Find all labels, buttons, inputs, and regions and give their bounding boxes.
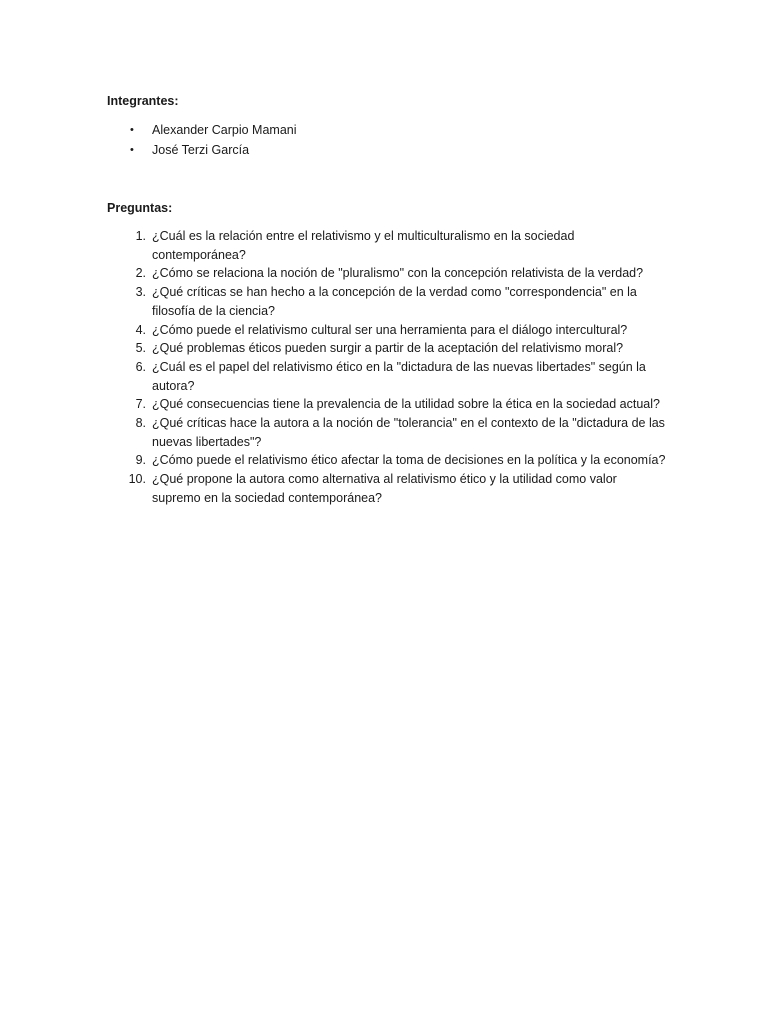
question-text: ¿Qué propone la autora como alternativa al relativismo ético y la utilidad como valor supremo en la sociedad contemporánea? <box>152 472 617 505</box>
list-item <box>107 451 667 470</box>
question-text: ¿Cómo puede el relativismo ético afectar la toma de decisiones en la política y la economía? <box>152 453 666 468</box>
question-number: 4. <box>135 322 146 337</box>
bullet-icon: • <box>130 124 134 136</box>
members-list <box>107 121 297 160</box>
question-number: 3. <box>135 285 146 300</box>
list-item <box>107 227 667 264</box>
question-text: ¿Qué consecuencias tiene la prevalencia de la utilidad sobre la ética en la sociedad actual? <box>152 397 660 412</box>
list-item <box>107 121 297 141</box>
bullet-icon: • <box>130 143 134 156</box>
list-item <box>107 321 667 340</box>
questions-heading: Preguntas: <box>107 201 173 215</box>
question-number: 9. <box>135 453 146 468</box>
question-number: 5. <box>135 341 146 356</box>
members-heading: Integrantes: <box>107 94 179 108</box>
question-text: ¿Qué problemas éticos pueden surgir a partir de la aceptación del relativismo moral? <box>152 341 624 356</box>
question-text: ¿Cuál es el papel del relativismo ético en la "dictadura de las nuevas libertades" según la autora? <box>152 359 646 393</box>
question-text: ¿Qué críticas hace la autora a la noción de "tolerancia" en el contexto de la "dictadura de las nuevas libertades"? <box>152 416 665 449</box>
question-text: ¿Cuál es la relación entre el relativismo y el multiculturalismo en la sociedad contemporánea? <box>152 229 575 262</box>
member-name: Alexander Carpio Mamani <box>152 123 297 137</box>
question-number: 10. <box>128 472 146 487</box>
question-text: ¿Cómo puede el relativismo cultural ser una herramienta para el diálogo intercultural? <box>152 322 628 337</box>
list-item <box>107 264 667 283</box>
question-number: 2. <box>135 266 146 281</box>
member-name: José Terzi García <box>152 142 250 157</box>
list-item <box>107 339 667 358</box>
list-item <box>107 414 667 451</box>
questions-list <box>107 227 667 508</box>
list-item <box>107 358 667 395</box>
question-number: 8. <box>135 416 146 431</box>
list-item <box>107 141 297 161</box>
list-item <box>107 283 667 320</box>
question-text: ¿Cómo se relaciona la noción de "pluralismo" con la concepción relativista de la verdad? <box>152 266 644 281</box>
question-number: 6. <box>135 359 146 374</box>
question-number: 7. <box>135 397 146 412</box>
list-item <box>107 470 667 507</box>
question-number: 1. <box>135 229 146 243</box>
question-text: ¿Qué críticas se han hecho a la concepción de la verdad como "correspondencia" en la filosofía de la ciencia? <box>152 285 637 318</box>
list-item <box>107 395 667 414</box>
